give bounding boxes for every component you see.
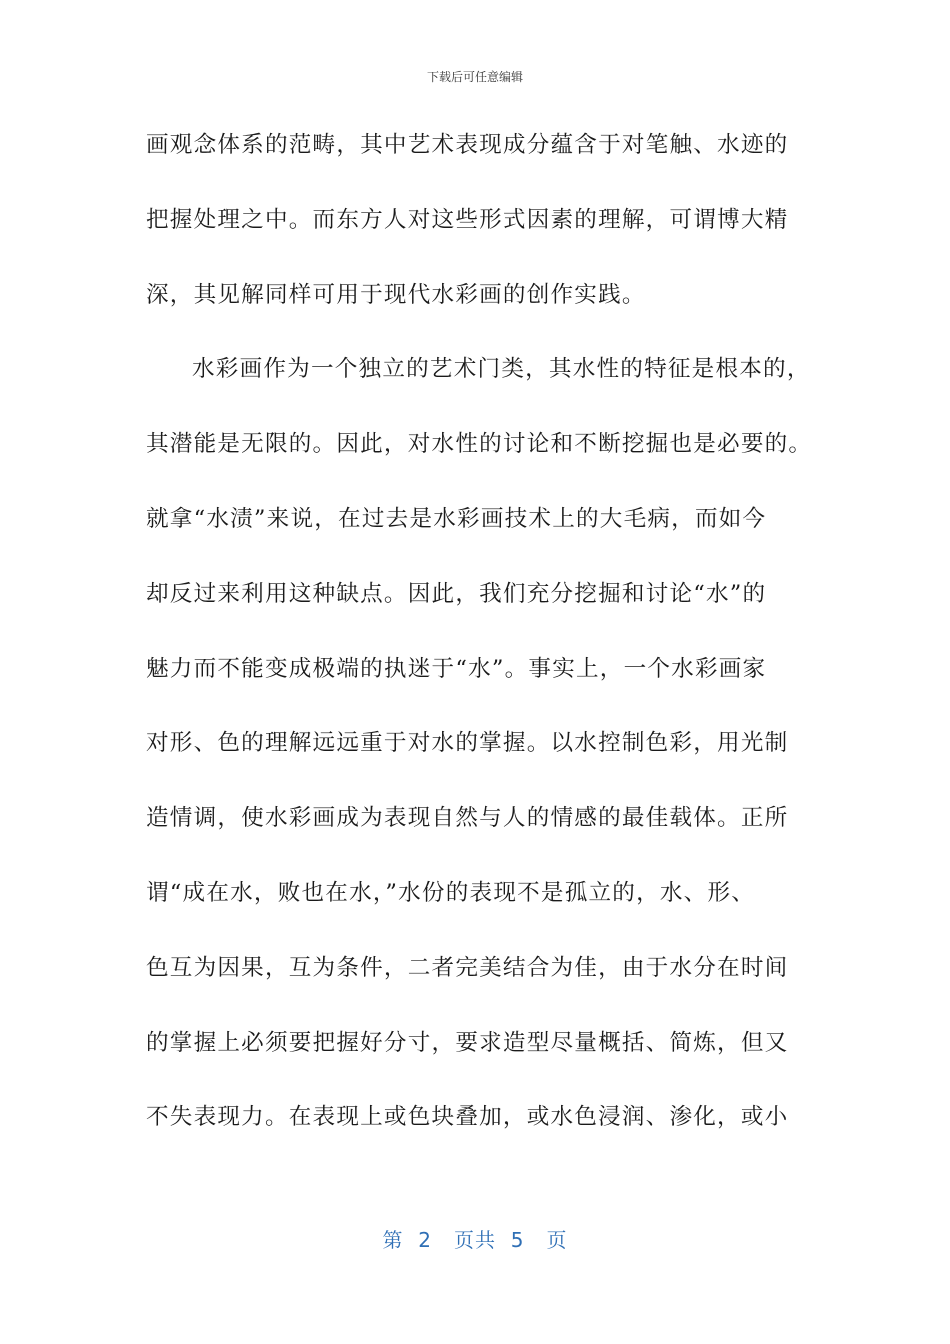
body-line: 画观念体系的范畴，其中艺术表现成分蕴含于对笔触、水迹的 xyxy=(146,132,789,158)
body-line: 深，其见解同样可用于现代水彩画的创作实践。 xyxy=(146,281,646,308)
paragraph-first-line: 水彩画作为一个独立的艺术门类，其水性的特征是根本的， xyxy=(192,356,811,383)
page-label-prefix: 第 xyxy=(382,1228,404,1252)
page-number-footer xyxy=(0,1224,950,1253)
body-line: 的掌握上必须要把握好分寸，要求造型尽量概括、简炼，但又 xyxy=(146,1029,789,1056)
body-line: 对形、色的理解远远重于对水的掌握。以水控制色彩，用光制 xyxy=(146,730,789,757)
body-line: 魅力而不能变成极端的执迷于“水”。事实上，一个水彩画家 xyxy=(146,655,767,682)
document-body xyxy=(146,128,826,1175)
total-pages-number: 5 xyxy=(510,1228,525,1252)
page-header-note: 下载后可任意编辑 xyxy=(426,70,523,84)
page-label-middle: 页共 xyxy=(454,1228,496,1252)
body-line: 却反过来利用这种缺点。因此，我们充分挖掘和讨论“水”的 xyxy=(146,580,767,607)
page-label-suffix: 页 xyxy=(546,1228,568,1252)
current-page-number: 2 xyxy=(418,1228,432,1252)
body-line: 就拿“水渍”来说，在过去是水彩画技术上的大毛病，而如今 xyxy=(146,505,767,532)
body-line: 造情调，使水彩画成为表现自然与人的情感的最佳载体。正所 xyxy=(146,805,789,832)
body-line: 不失表现力。在表现上或色块叠加，或水色浸润、渗化，或小 xyxy=(146,1104,789,1131)
body-line: 谓“成在水，败也在水，”水份的表现不是孤立的，水、形、 xyxy=(146,879,756,906)
body-line: 色互为因果，互为条件，二者完美结合为佳，由于水分在时间 xyxy=(146,954,789,981)
body-line: 把握处理之中。而东方人对这些形式因素的理解，可谓博大精 xyxy=(146,206,789,233)
body-line: 其潜能是无限的。因此，对水性的讨论和不断挖掘也是必要的。 xyxy=(146,431,813,458)
